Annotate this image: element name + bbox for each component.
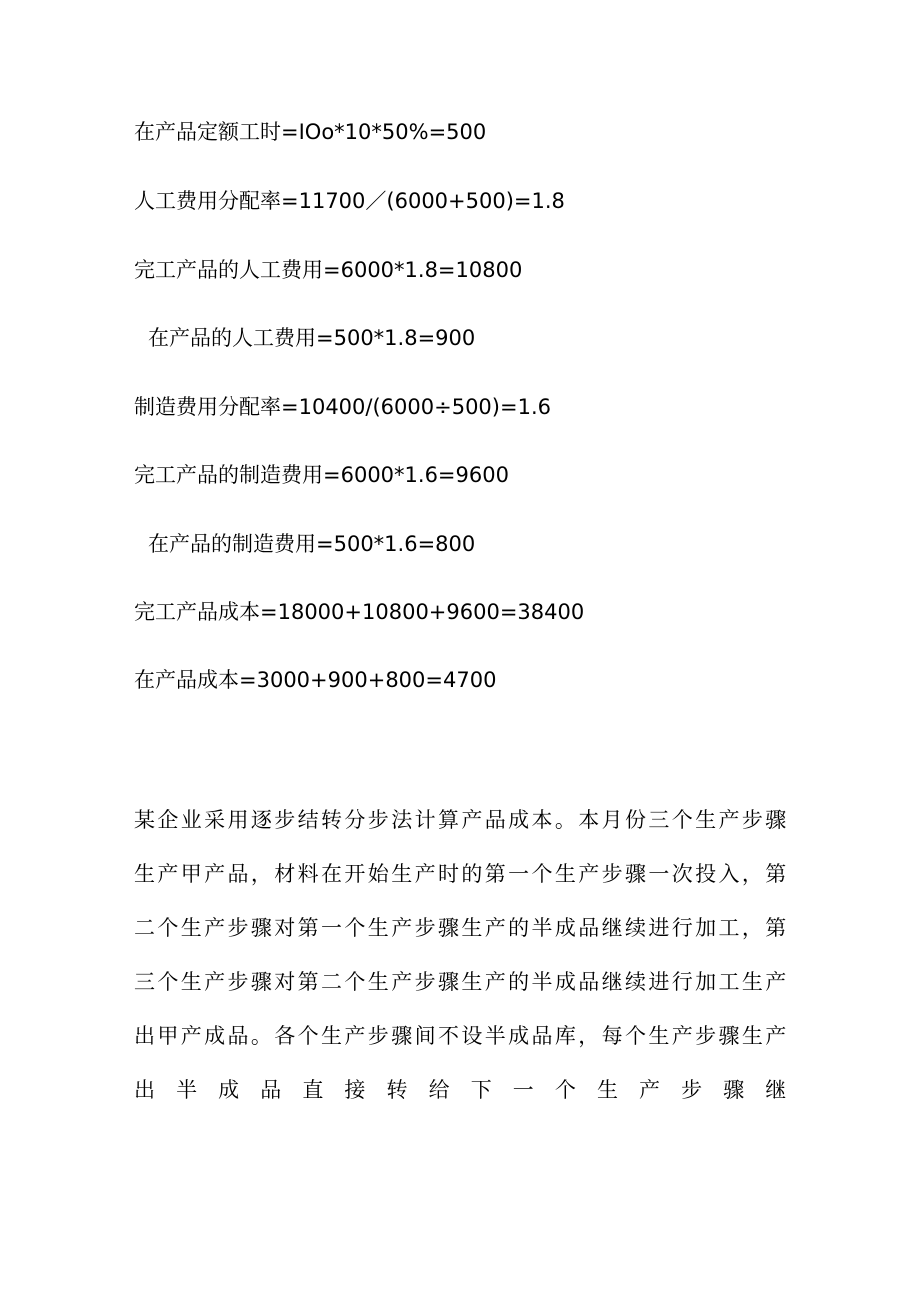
- paragraph-line: 某企业采用逐步结转分步法计算产品成本。本月份三个生产步骤: [134, 808, 786, 832]
- formula-finished-overhead-cost: 完工产品的制造费用=6000*1.6=9600: [134, 463, 509, 487]
- formula-labor-allocation-rate: 人工费用分配率=11700／(6000+500)=1.8: [134, 189, 565, 213]
- formula-finished-labor-cost: 完工产品的人工费用=6000*1.8=10800: [134, 258, 523, 282]
- paragraph-line: 三个生产步骤对第二个生产步骤生产的半成品继续进行加工生产: [134, 970, 786, 994]
- problem-paragraph: [134, 805, 786, 1129]
- paragraph-line: 出甲产成品。各个生产步骤间不设半成品库，每个生产步骤生产: [134, 1024, 786, 1048]
- formula-overhead-allocation-rate: 制造费用分配率=10400/(6000÷500)=1.6: [134, 395, 551, 419]
- paragraph-line: 生产甲产品，材料在开始生产时的第一个生产步骤一次投入，第: [134, 862, 786, 886]
- formula-wip-cost: 在产品成本=3000+900+800=4700: [134, 668, 497, 692]
- formula-finished-product-cost: 完工产品成本=18000+10800+9600=38400: [134, 600, 585, 624]
- formula-wip-standard-hours: 在产品定额工时=IOo*10*50%=500: [134, 120, 487, 144]
- paragraph-line: 二个生产步骤对第一个生产步骤生产的半成品继续进行加工，第: [134, 916, 786, 940]
- paragraph-line: 出半成品直接转给下一个生产步骤继: [134, 1078, 786, 1102]
- formula-wip-overhead-cost: 在产品的制造费用=500*1.6=800: [148, 532, 476, 556]
- formula-wip-labor-cost: 在产品的人工费用=500*1.8=900: [148, 326, 476, 350]
